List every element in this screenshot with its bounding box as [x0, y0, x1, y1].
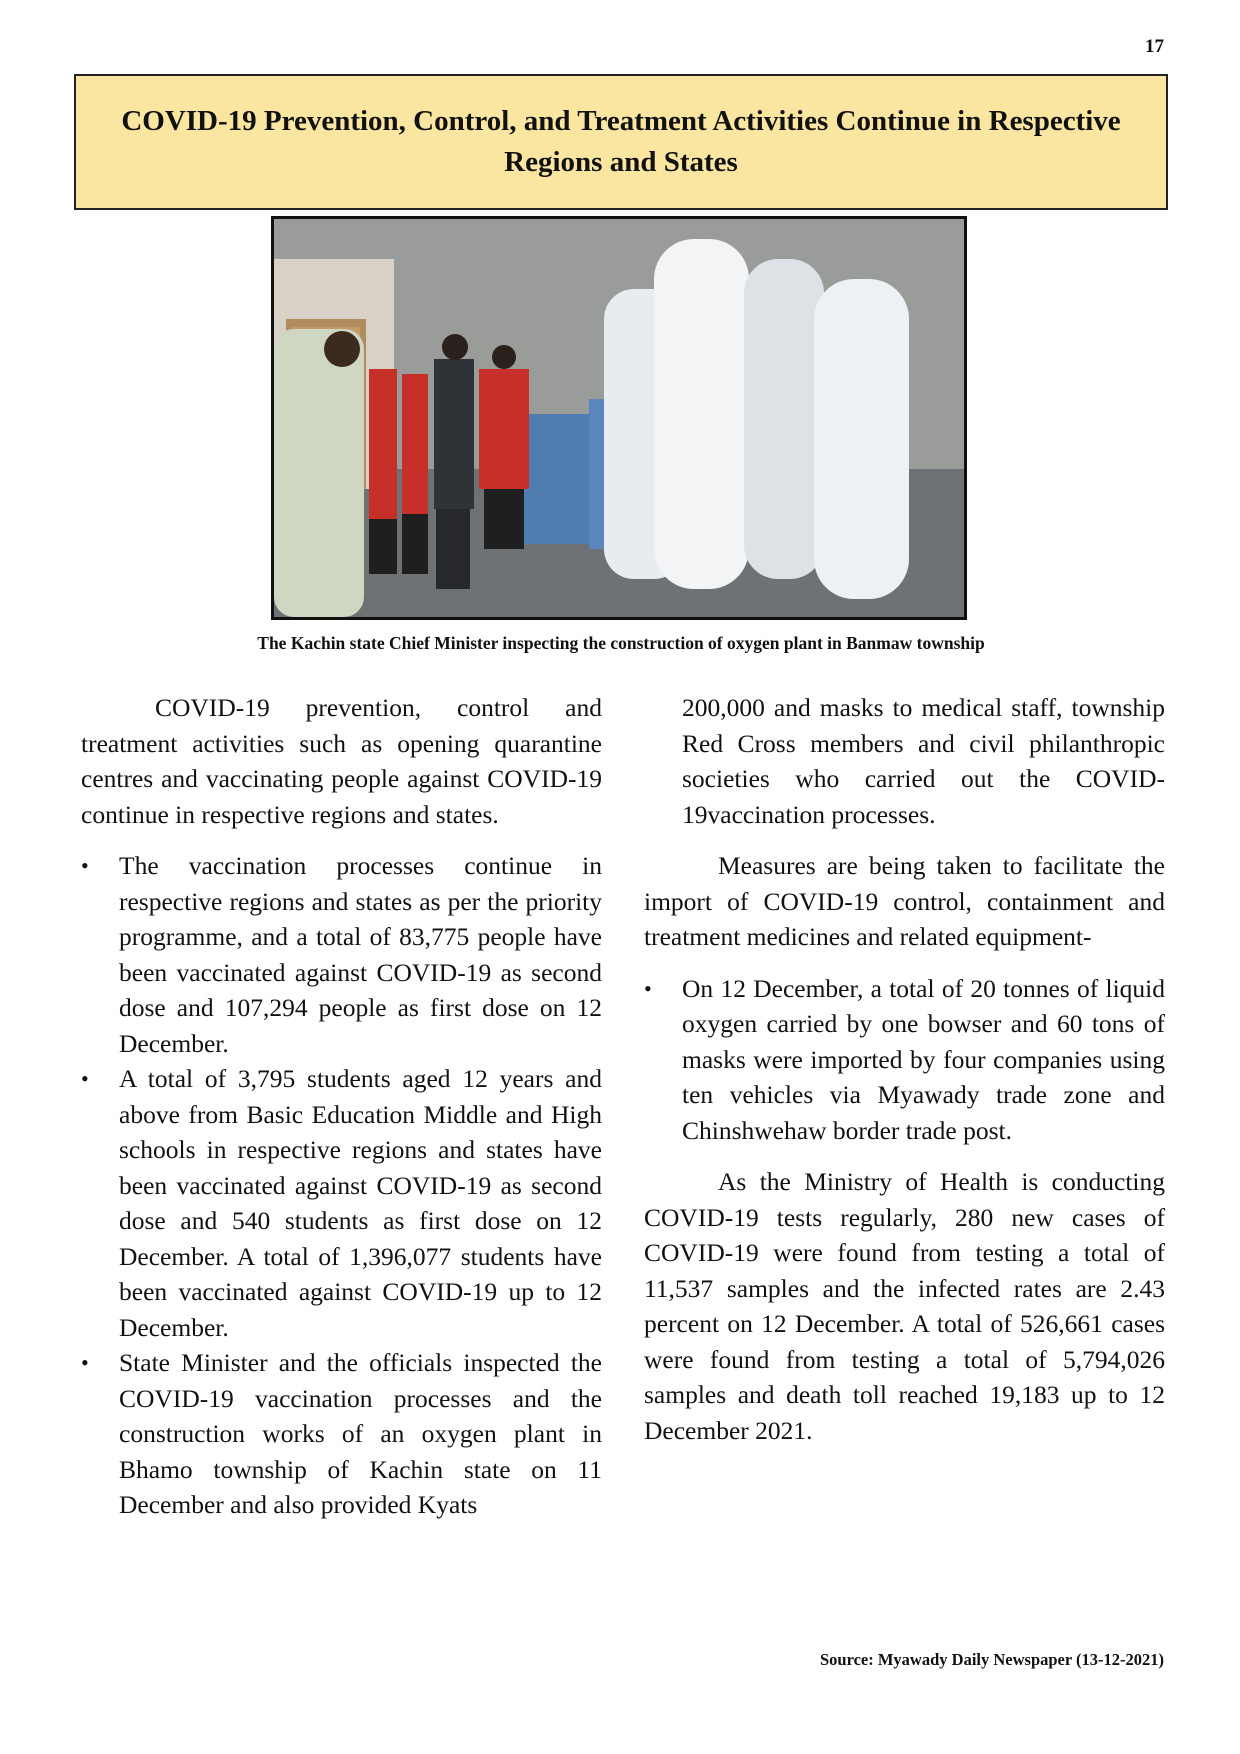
photo-caption: The Kachin state Chief Minister inspecting the construction of oxygen plant in Banmaw township [257, 633, 985, 653]
bullet-text: The vaccination processes continue in respective regions and states as per the priority programme, and a total of 83,775 people have been vaccinated against COVID-19 as second dose and 107,294 people as first dose on 12 December. [119, 851, 602, 1058]
bullet-icon: • [81, 853, 89, 878]
bullet-icon: • [81, 1066, 89, 1091]
page-title: COVID-19 Prevention, Control, and Treatment Activities Continue in Respective Regions and States [121, 105, 1121, 178]
source-credit: Source: Myawady Daily Newspaper (13-12-2021) [819, 1650, 1164, 1669]
bullet-text: A total of 3,795 students aged 12 years and above from Basic Education Middle and High schools in respective regions and states have been vaccinated against COVID-19 as second dose and 540 students as first dose on 12 December. A total of 1,396,077 students have been vaccinated against COVID-19 up to 12 December. [119, 1064, 602, 1342]
list-item [81, 1345, 602, 1523]
right-column [644, 690, 1165, 1464]
measures-paragraph: Measures are being taken to facilitate the import of COVID-19 control, containment and treatment medicines and related equipment- [644, 851, 1165, 951]
oxygen-plant-photo [274, 219, 964, 617]
list-item [81, 1061, 602, 1345]
title-banner [74, 74, 1168, 210]
news-photo [271, 216, 967, 620]
left-column [81, 690, 602, 1539]
bullet-icon: • [644, 975, 652, 1001]
bullet-continuation: 200,000 and masks to medical staff, township Red Cross members and civil philanthropic societies who carried out the COVID-19vaccination processes. [682, 693, 1165, 829]
tests-paragraph: As the Ministry of Health is conducting COVID-19 tests regularly, 280 new cases of COVID-19 were found from testing a total of 11,537 samples and the infected rates are 2.43 percent on 12 December. A total of 526,661 cases were found from testing a total of 5,794,026 samples and death toll reached 19,183 up to 12 December 2021. [644, 1167, 1165, 1445]
list-item [644, 971, 1165, 1149]
list-item [81, 848, 602, 1061]
left-bullet-list [81, 848, 602, 1523]
intro-paragraph: COVID-19 prevention, control and treatment activities such as opening quarantine centres and vaccinating people against COVID-19 continue in respective regions and states. [81, 693, 602, 829]
right-bullet-list [644, 971, 1165, 1149]
bullet-text: On 12 December, a total of 20 tonnes of liquid oxygen carried by one bowser and 60 tons of masks were imported by four companies using ten vehicles via Myawady trade zone and Chinshwehaw border trade post. [682, 973, 1165, 1145]
page-number: 17 [1145, 36, 1164, 57]
bullet-icon: • [81, 1350, 89, 1375]
bullet-text: State Minister and the officials inspected the COVID-19 vaccination processes and the construction works of an oxygen plant in Bhamo township of Kachin state on 11 December and also provided Kyats [119, 1348, 602, 1519]
